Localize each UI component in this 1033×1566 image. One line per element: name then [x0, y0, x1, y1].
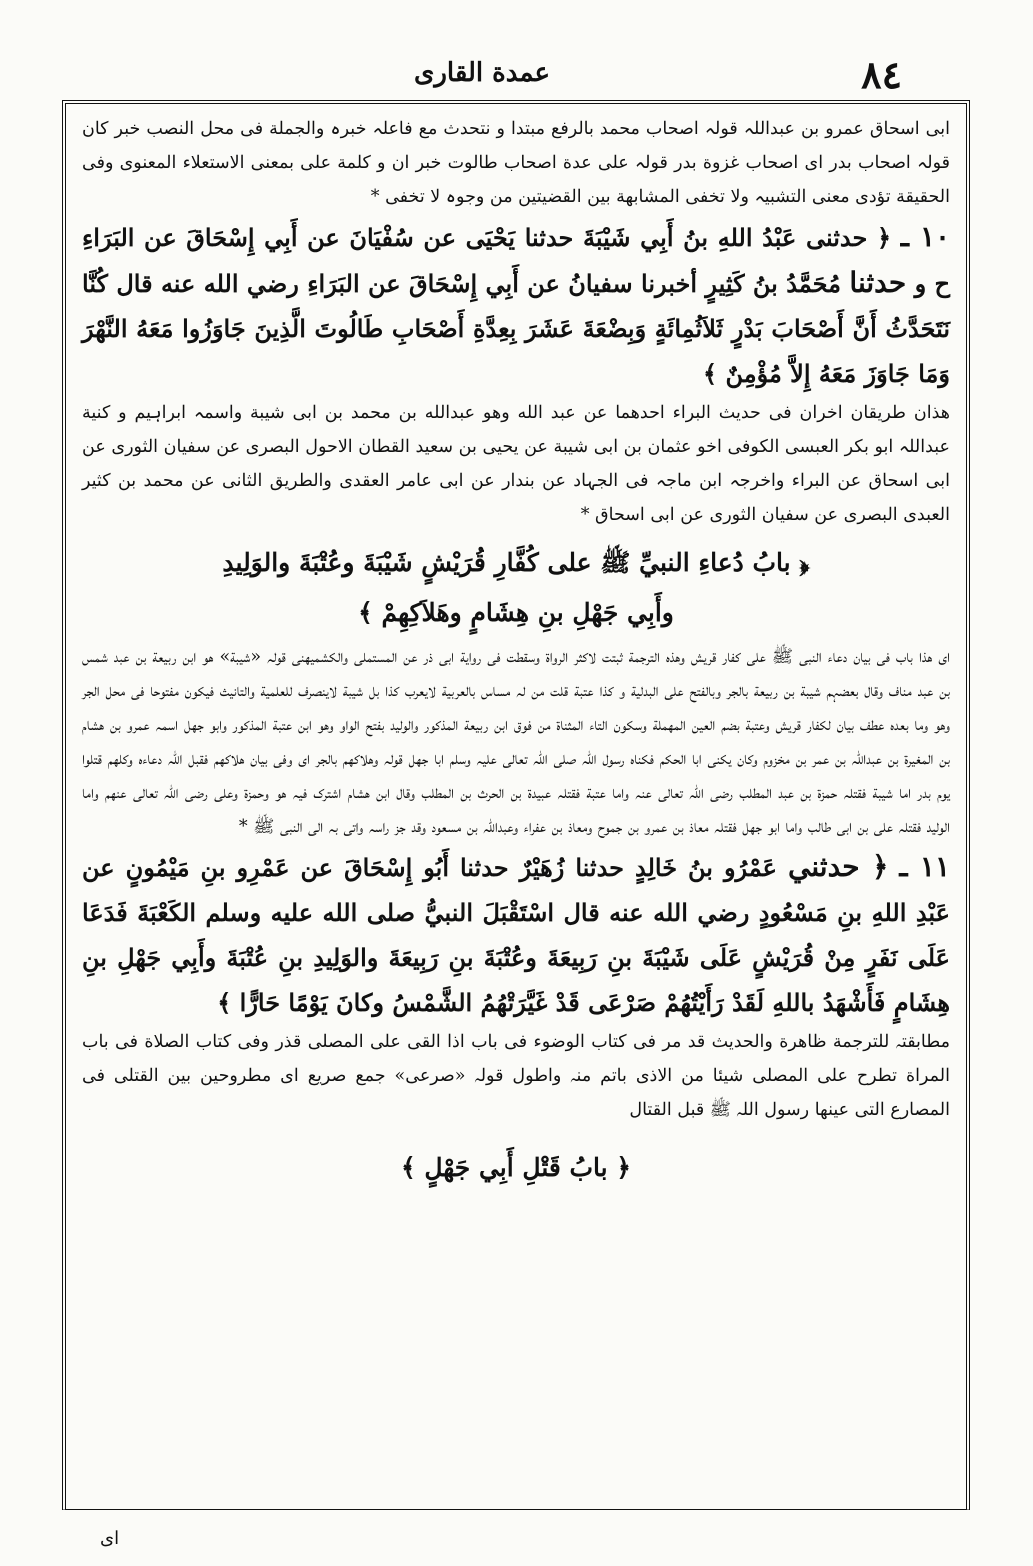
hadith-number: ١١ ـ: [899, 850, 950, 883]
commentary-block: مطابقتہ للترجمة ظاهرة والحدیث قد مر فی کتاب الوضوء فی باب اذا القی علی المصلی قذر وفی کتاب الصلاة فی باب المراة تطرح علی المصلی شیئا من الاذی باتم منہ واطول قولہ «صرعی» جمع صریع ای مطروحین بین القتلی فی المصارع التی عینها رسول اللہ ﷺ قبل القتال: [82, 1032, 950, 1120]
hadith-11: [82, 844, 950, 1025]
hadith-text: ﴿ حدثنی عَبْدُ اللهِ بنُ أَبِي شَيْبَةَ حدثنا يَحْيَى عن سُفْيَانَ عن أَبِي إِسْحَاقَ عن البَرَاءِ ح و: [82, 223, 951, 298]
chapter-heading-line: وأَبِي جَهْلِ بنِ هِشَامٍ وهَلاَكِهِمْ ﴾: [358, 598, 674, 627]
hadith-text: عَمْرُو بنُ خَالِدٍ حدثنا زُهَيْرٌ حدثنا أَبُو إِسْحَاقَ عن عَمْرِو بنِ مَيْمُونٍ عن عَبْدِ اللهِ بنِ مَسْعُودٍ رضي الله عنه قال اسْتَقْبَلَ النبيُّ صلى الله عليه وسلم الكَعْبَةَ فَدَعَا عَلَى نَفَرٍ مِنْ قُرَيْشٍ عَلَى شَيْبَةَ بنِ رَبِيعَةَ وعُتْبَةَ بنِ رَبِيعَةَ والوَلِيدِ بنِ عُتْبَةَ وأَبِي جَهْلِ بنِ هِشَامٍ فَأَشْهَدُ باللهِ لَقَدْ رَأَيْتُهُمْ صَرْعَى قَدْ غَيَّرَتْهُمُ الشَّمْسُ وكانَ يَوْمًا حَارًّا ﴾: [82, 853, 950, 1017]
page-header: [62, 52, 902, 100]
chapter-heading: [82, 1143, 950, 1193]
commentary-block: هذان طریقان اخران فی حدیث البراء احدهما عن عبد الله وهو عبدالله بن محمد بن ابی شیبة واسمہ ابراہیم و کنیة عبداللہ ابو بکر العبسی الکوفی اخو عثمان بن ابی شیبة عن یحیی بن سعید القطان الاحول البصری عن سفیان الثوری عن ابی اسحاق عن البراء واخرجہ ابن ماجہ فی الجہاد عن بندار عن ابی عامر العقدی والطریق الثانی عن محمد بن کثیر العبدی البصری عن سفیان الثوری عن ابی اسحاق *: [82, 403, 950, 525]
hadith-10: [82, 214, 950, 396]
catchword: ای: [100, 1528, 120, 1549]
hadith-keyword: ﴿ حدثني: [787, 850, 889, 883]
chapter-heading: [82, 538, 950, 638]
commentary-block: ای هذا باب فی بیان دعاء النبی ﷺ علی کفار قریش وهذہ الترجمة ثبتت لاکثر الرواة وسقطت فی روایة ابی ذر عن المستملی والکشمیهنی قولہ «شیبة» هو ابن ربیعة بن عبد شمس بن عبد مناف وقال بعضہم شیبة بن ربیعة بالجر وبالفتح علی البدلیة و کذا عتبة قلت من لہ مساس بالعربیة لایعرب کذا بل شیبة لاینصرف للعلمیة والتانیث فیکون مفتوحا فی محل الجر وهو وما بعدہ عطف بیان لکفار قریش وعتبة بضم العین المهملة وسکون التاء المثناة من فوق ابن ربیعة المذکور والولید بفتح الواو وهو ابن عتبة المذکور وابو جهل اسمہ عمرو بن هشام بن المغیرة بن عبداللہ بن عمر بن مخزوم وکان یکنی ابا الحکم فکناہ رسول اللہ صلی اللہ تعالی علیہ وسلم ابا جهل قولہ وهلاکهم بالجر ای وفی بیان هلاکهم فقبل اللہ دعاءہ وکلهم قتلوا یوم بدر اما شیبة فقتلہ حمزة بن عبد المطلب رضی اللہ تعالی عنہ واما عتبة فقتلہ عبیدة بن الحرث بن المطلب وقال ابن هشام اشترک فیہ هو وحمزة وعلی رضی اللہ تعالی عنهم واما الولید فقتلہ علی بن ابی طالب واما ابو جهل فقتلہ معاذ بن عمرو بن جموح ومعاذ بن عفراء وعبداللہ بن مسعود وقد جز راسہ واتی بہ الی النبی ﷺ *: [82, 647, 950, 837]
hadith-keyword: حدثنا: [849, 266, 907, 299]
running-title: عمدة القاری: [414, 58, 550, 88]
hadith-text: مُحَمَّدُ بنُ كَثِيرٍ أخبرنا سفيانُ عن أَبِي إِسْحَاقَ عن البَرَاءِ رضي الله عنه قال كُنَّا نَتَحَدَّثُ أَنَّ أَصْحَابَ بَدْرٍ ثَلاَثُمِائَةٍ وَبِضْعَةَ عَشَرَ بِعِدَّةِ أَصْحَابِ طَالُوتَ الَّذِينَ جَاوَزُوا مَعَهُ النَّهْرَ وَمَا جَاوَزَ مَعَهُ إِلاَّ مُؤْمِنٌ ﴾: [82, 269, 951, 388]
page-number: ٨٤: [861, 52, 902, 97]
text-frame: [62, 100, 970, 1510]
chapter-heading-line: ﴿ بابُ دُعاءِ النبيِّ ﷺ على كُفَّارِ قُرَيْشٍ شَيْبَةَ وعُتْبَةَ والوَلِيدِ: [222, 548, 810, 577]
commentary-block: ابی اسحاق عمرو بن عبداللہ قولہ اصحاب محمد بالرفع مبتدا و نتحدث مع فاعلہ خبرہ والجملة فی محل النصب خبر کان قولہ اصحاب بدر ای اصحاب غزوة بدر قولہ علی عدة اصحاب طالوت خبر ان و کلمة علی بمعنی الاستعلاء المعنوی وفی الحقیقة تؤدی معنی التشبیہ ولا تخفی المشابهة بین القضیتین من وجوہ لا تخفی *: [82, 119, 950, 207]
chapter-heading-line: ﴿ بابُ قَتْلِ أَبِي جَهْلٍ ﴾: [400, 1153, 631, 1182]
hadith-number: ١٠ ـ: [900, 220, 951, 253]
